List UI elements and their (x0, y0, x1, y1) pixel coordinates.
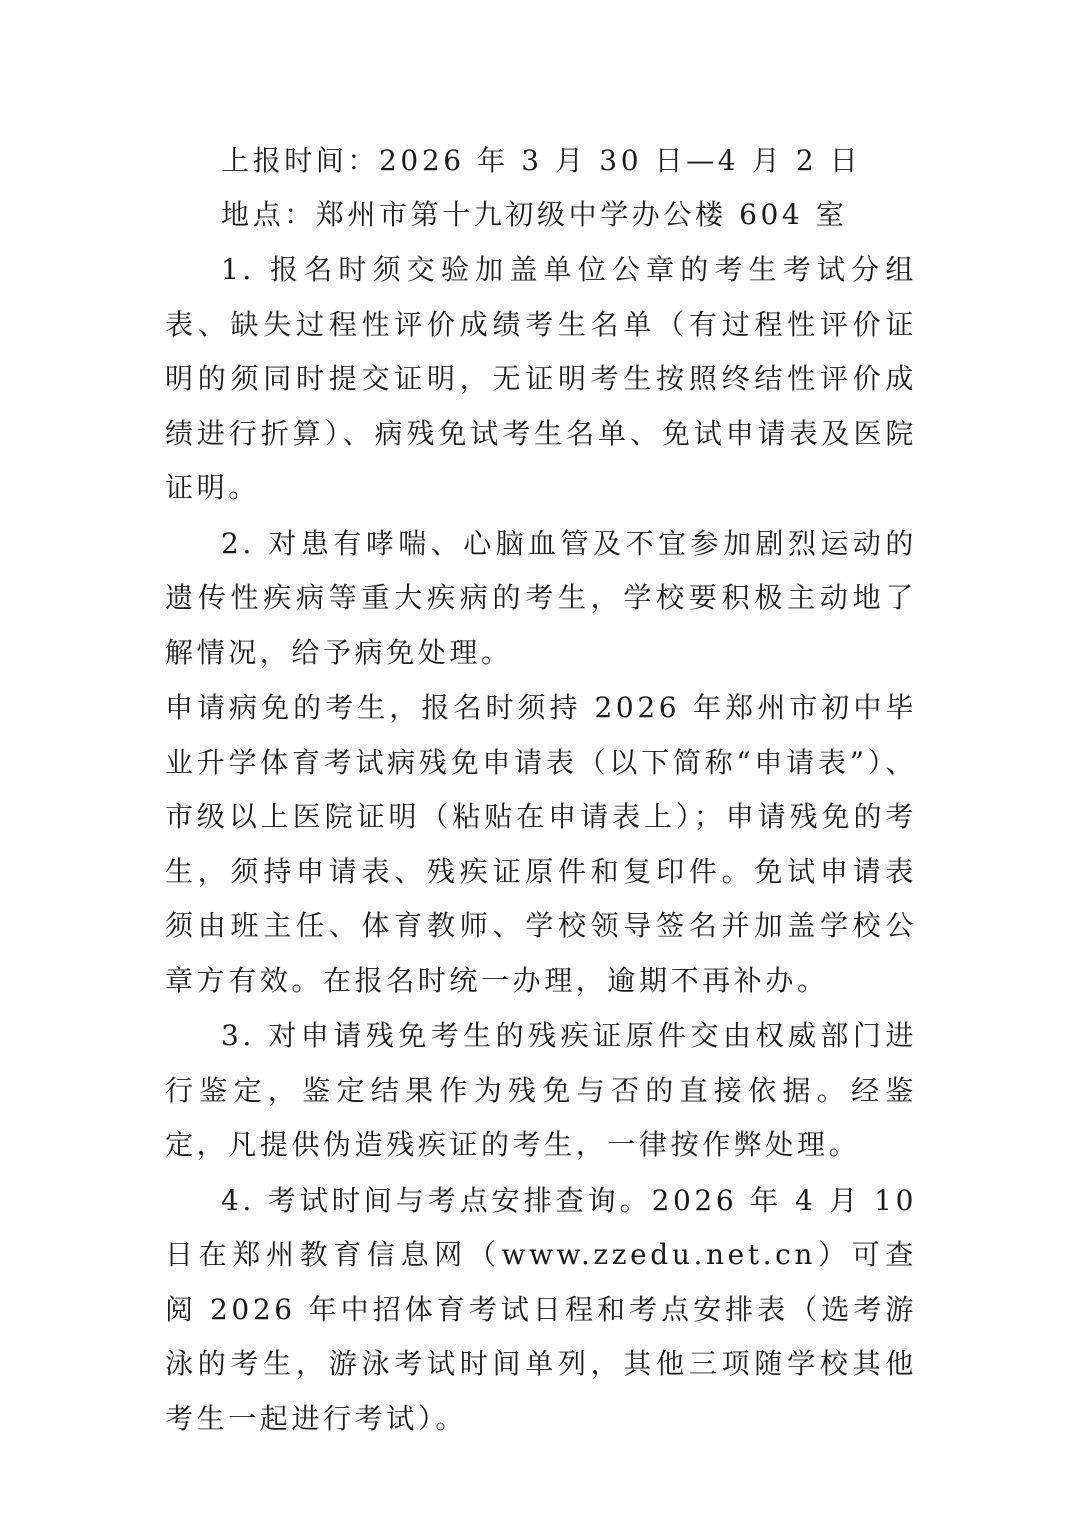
item-2-paragraph: 2. 对患有哮喘、心脑血管及不宜参加剧烈运动的遗传性疾病等重大疾病的考生，学校要积极主动地了解情况，给予病免处理。 (165, 526, 917, 669)
report-time-paragraph: 上报时间：2026 年 3 月 30 日—4 月 2 日 (221, 144, 862, 177)
item-4-paragraph: 4. 考试时间与考点安排查询。2026 年 4 月 10 日在郑州教育信息网（www.zzedu.net.cn）可查阅 2026 年中招体育考试日程和考点安排表（选考游泳的考生，游泳考试时间单列，其他三项随学校其他考生一起进行考试）。 (165, 1183, 917, 1435)
item-1-paragraph: 1. 报名时须交验加盖单位公章的考生考试分组表、缺失过程性评价成绩考生名单（有过程性评价证明的须同时提交证明，无证明考生按照终结性评价成绩进行折算）、病残免试考生名单、免试申请表及医院证明。 (165, 253, 917, 504)
location-paragraph: 地点：郑州市第十九初级中学办公楼 604 室 (221, 197, 848, 231)
item-2-detail-paragraph: 申请病免的考生，报名时须持 2026 年郑州市初中毕业升学体育考试病残免申请表（以下简称“申请表”）、市级以上医院证明（粘贴在申请表上）；申请残免的考生，须持申请表、残疾证原件和复印件。免试申请表须由班主任、体育教师、学校领导签名并加盖学校公章方有效。在报名时统一办理，逾期不再补办。 (165, 691, 917, 997)
document-page (165, 134, 917, 1446)
item-3-paragraph: 3. 对申请残免考生的残疾证原件交由权威部门进行鉴定，鉴定结果作为残免与否的直接依据。经鉴定，凡提供伪造残疾证的考生，一律按作弊处理。 (165, 1019, 917, 1161)
